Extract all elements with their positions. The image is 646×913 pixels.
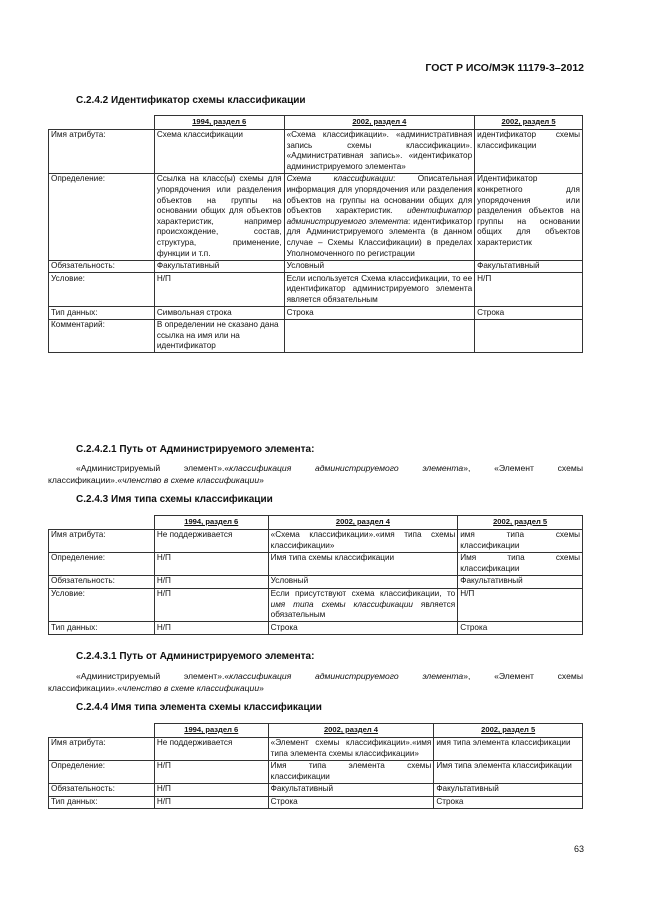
row-label: Определение: (49, 173, 155, 260)
row-label: Имя атрибута: (49, 737, 155, 760)
cell-1994: Н/П (154, 796, 268, 809)
page-number: 63 (573, 844, 584, 854)
path-paragraph (48, 462, 583, 486)
column-header-1994: 1994, раздел 6 (154, 724, 268, 738)
cell-2002-5: Строка (475, 307, 583, 320)
table-row (49, 552, 583, 575)
cell-2002-5: Факультативный (434, 783, 583, 796)
row-label: Комментарий: (49, 319, 155, 353)
column-header-2002-5: 2002, раздел 5 (475, 116, 583, 130)
cell-2002-4: Имя типа схемы классификации (268, 552, 458, 575)
table-header-row (49, 116, 583, 130)
definition-text: : идентификатор для Администрируемого элемента (в данном случае – Схемы Классификации) в пределах Уполномоченного по регистрации (286, 216, 473, 258)
condition-text: Если присутствуют схема классификации, то (270, 589, 456, 599)
path-text: », «Элемент схемы классификации».« (48, 463, 583, 485)
table-classification-scheme-item-type-name (48, 723, 583, 809)
table-row (49, 260, 583, 273)
path-text: » (259, 683, 264, 693)
cell-1994: Символьная строка (154, 307, 284, 320)
cell-2002-5: Идентификатор конкретного для упорядочения или разделения объектов на группы на основании общих для объектов характеристик (475, 173, 583, 260)
cell-1994: Н/П (154, 760, 268, 783)
table-row (49, 529, 583, 552)
column-header-2002-4: 2002, раздел 4 (268, 516, 458, 530)
cell-2002-5: Н/П (458, 588, 583, 622)
cell-1994: Н/П (154, 575, 268, 588)
cell-2002-4: «Схема классификации».«имя типа схемы классификации» (268, 529, 458, 552)
italic-term: идентификатор администрируемого элемента (286, 206, 473, 226)
table-row (49, 783, 583, 796)
row-label: Обязательность: (49, 575, 155, 588)
cell-2002-5: Факультативный (458, 575, 583, 588)
path-italic: членство в схеме классификации (122, 475, 260, 485)
table-row (49, 129, 583, 173)
cell-1994: Не поддерживается (154, 529, 268, 552)
cell-2002-4 (284, 319, 475, 353)
empty-header-cell (49, 116, 155, 130)
cell-2002-5: Строка (434, 796, 583, 809)
cell-2002-4: Строка (268, 622, 458, 635)
cell-2002-4: «Схема классификации». «административная запись схемы классификации». «Административная запись». «идентификатор администрируемого элемента» (284, 129, 475, 173)
cell-1994: Не поддерживается (154, 737, 268, 760)
cell-1994: Ссылка на класс(ы) схемы для упорядочения или разделения объектов на группы на основании общих для объектов характеристик, например происхождение, состав, структура, применение, функции и т.п. (154, 173, 284, 260)
table-row (49, 796, 583, 809)
cell-2002-5: Имя типа схемы классификации (458, 552, 583, 575)
path-italic: членство в схеме классификации (122, 683, 260, 693)
cell-2002-4 (268, 588, 458, 622)
cell-2002-4: Факультативный (268, 783, 434, 796)
italic-term: имя типа схемы классификации (270, 599, 413, 609)
cell-2002-5: Имя типа элемента классификации (434, 760, 583, 783)
cell-2002-4: Условный (268, 575, 458, 588)
table-row (49, 575, 583, 588)
section-title-c244: С.2.4.4 Имя типа элемента схемы классификации (76, 702, 322, 713)
section-title-c2431: С.2.4.3.1 Путь от Администрируемого элемента: (76, 651, 315, 662)
table-classification-scheme-identifier (48, 115, 583, 353)
table-row (49, 273, 583, 307)
cell-2002-5: имя типа схемы классификации (458, 529, 583, 552)
column-header-2002-5: 2002, раздел 5 (434, 724, 583, 738)
column-header-2002-4: 2002, раздел 4 (268, 724, 434, 738)
row-label: Имя атрибута: (49, 529, 155, 552)
path-italic: классификация администрируемого элемента (229, 463, 464, 473)
row-label: Имя атрибута: (49, 129, 155, 173)
row-label: Определение: (49, 552, 155, 575)
cell-2002-5: идентификатор схемы классификации (475, 129, 583, 173)
path-italic: классификация администрируемого элемента (229, 671, 464, 681)
section-title-c242: С.2.4.2 Идентификатор схемы классификации (76, 95, 306, 106)
empty-header-cell (49, 724, 155, 738)
table-row (49, 173, 583, 260)
cell-1994: Схема классификации (154, 129, 284, 173)
empty-header-cell (49, 516, 155, 530)
cell-2002-4: Условный (284, 260, 475, 273)
path-text: «Администрируемый элемент».« (76, 671, 230, 681)
section-title-c2421: С.2.4.2.1 Путь от Администрируемого элемента: (76, 444, 315, 455)
section-title-c243: С.2.4.3 Имя типа схемы классификации (76, 494, 273, 505)
row-label: Обязательность: (49, 783, 155, 796)
cell-2002-4: Строка (268, 796, 434, 809)
cell-1994: Факультативный (154, 260, 284, 273)
table-row (49, 588, 583, 622)
path-text: », «Элемент схемы классификации».« (48, 671, 583, 693)
cell-1994: Н/П (154, 622, 268, 635)
cell-2002-5 (475, 319, 583, 353)
column-header-1994: 1994, раздел 6 (154, 116, 284, 130)
table-header-row (49, 724, 583, 738)
document-id: ГОСТ Р ИСО/МЭК 11179-3–2012 (425, 62, 584, 74)
row-label: Тип данных: (49, 622, 155, 635)
cell-2002-4: Имя типа элемента схемы классификации (268, 760, 434, 783)
table-row (49, 319, 583, 353)
column-header-2002-5: 2002, раздел 5 (458, 516, 583, 530)
definition-text: : Описательная информация для упорядочения или разделения объектов на группы на основании общих для объектов характеристик. (286, 174, 473, 216)
cell-1994: Н/П (154, 552, 268, 575)
cell-2002-5: Строка (458, 622, 583, 635)
cell-1994: Н/П (154, 273, 284, 307)
cell-2002-4 (284, 173, 475, 260)
italic-term: Схема классификации (286, 174, 394, 184)
row-label: Определение: (49, 760, 155, 783)
table-classification-scheme-type-name (48, 515, 583, 635)
column-header-2002-4: 2002, раздел 4 (284, 116, 475, 130)
cell-1994: В определении не сказано дана ссылка на имя или на идентификатор (154, 319, 284, 353)
row-label: Условие: (49, 273, 155, 307)
condition-text: является обязательным (270, 599, 456, 620)
table-header-row (49, 516, 583, 530)
path-text: » (259, 475, 264, 485)
table-row (49, 307, 583, 320)
table-row (49, 737, 583, 760)
cell-2002-5: имя типа элемента классификации (434, 737, 583, 760)
column-header-1994: 1994, раздел 6 (154, 516, 268, 530)
cell-2002-5: Факультативный (475, 260, 583, 273)
cell-2002-4: Если используется Схема классификации, то ее идентификатор администрируемого элемента является обязательным (284, 273, 475, 307)
cell-2002-4: «Элемент схемы классификации».«имя типа элемента схемы классификации» (268, 737, 434, 760)
cell-2002-5: Н/П (475, 273, 583, 307)
table-row (49, 760, 583, 783)
row-label: Условие: (49, 588, 155, 622)
row-label: Обязательность: (49, 260, 155, 273)
path-paragraph (48, 670, 583, 694)
cell-2002-4: Строка (284, 307, 475, 320)
cell-1994: Н/П (154, 783, 268, 796)
table-row (49, 622, 583, 635)
cell-1994: Н/П (154, 588, 268, 622)
row-label: Тип данных: (49, 307, 155, 320)
row-label: Тип данных: (49, 796, 155, 809)
path-text: «Администрируемый элемент».« (76, 463, 230, 473)
